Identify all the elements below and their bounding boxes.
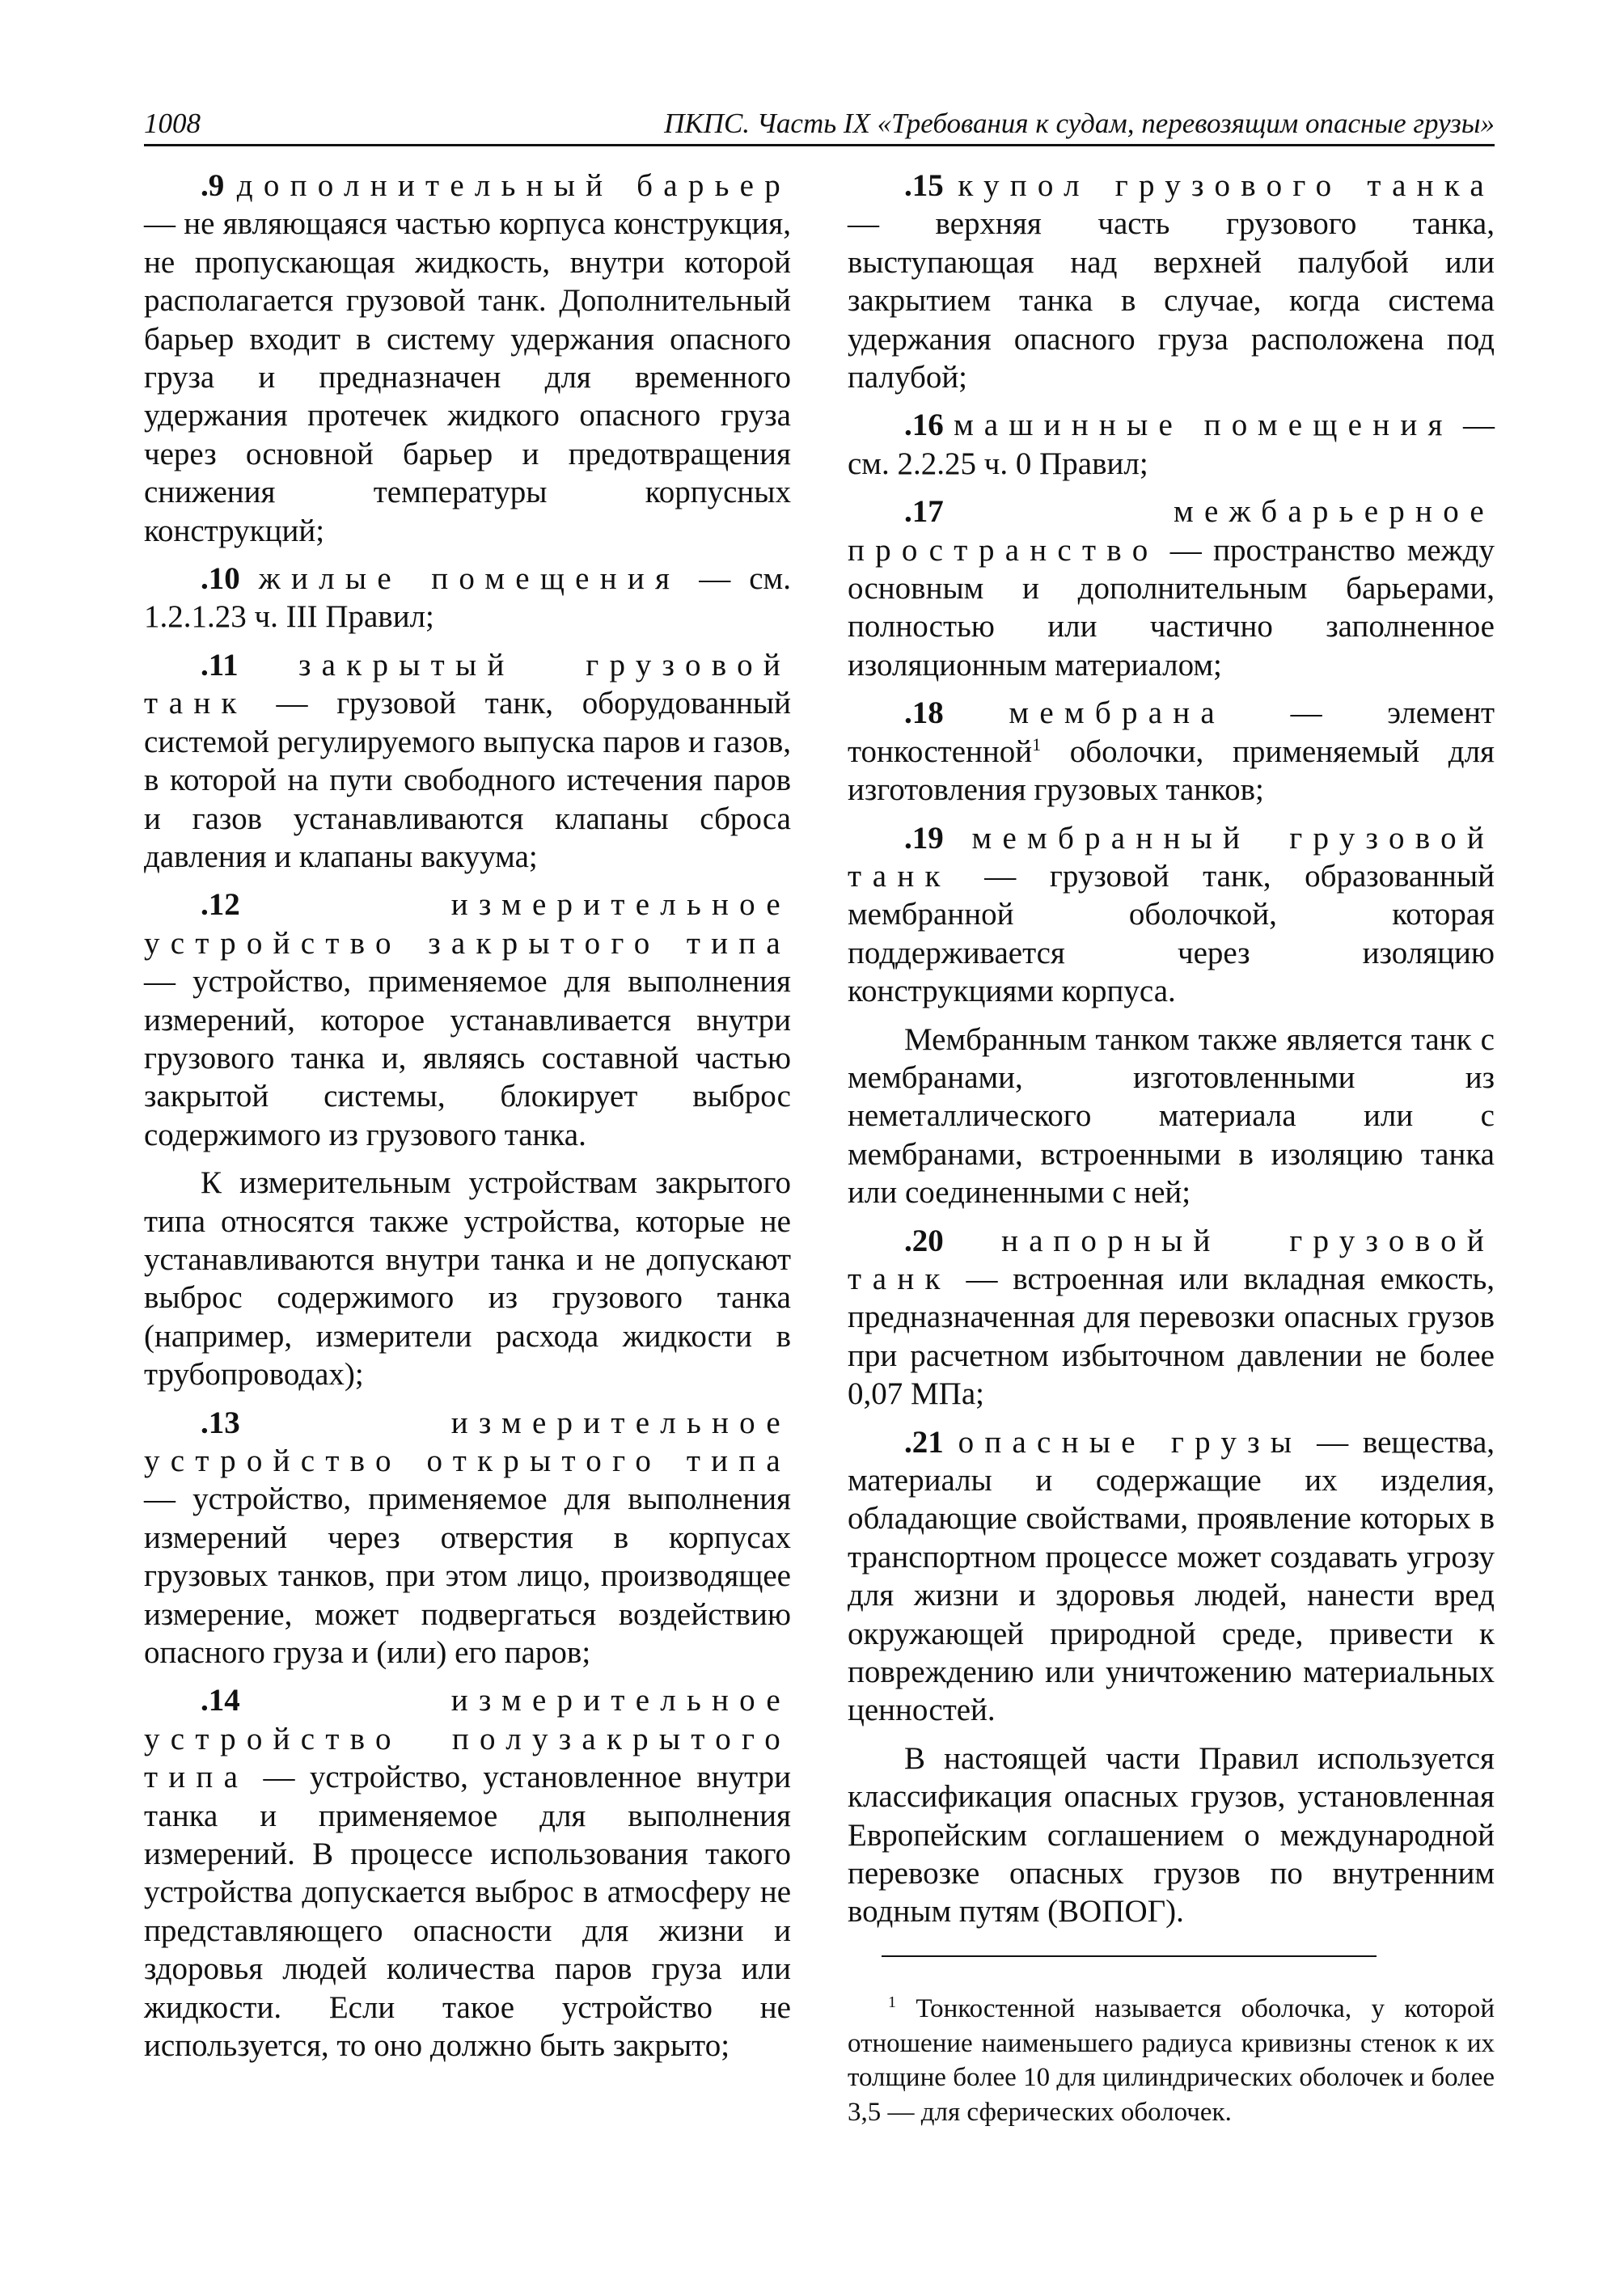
page-number: 1008 (144, 108, 201, 139)
running-title: ПКПС. Часть IX «Требования к судам, перевозящим опасные грузы» (664, 108, 1495, 139)
footnote-divider (882, 1955, 1377, 1957)
footnote-mark: 1 (888, 1993, 896, 2011)
definition-text: — грузовой танк, образованный мембранной оболочкой, которая поддерживается через изоляцию конструкциями корпуса. (848, 858, 1495, 1009)
definition-item (848, 492, 1495, 684)
definition-text: — грузовой танк, оборудованный системой регулируемого выпуска паров и газов, в которой на пути свободного истечения паров и газов устанавливаются клапаны сброса давления и клапаны вакуума; (144, 686, 791, 874)
definition-item (848, 167, 1495, 396)
term: межбарьерное пространство (848, 494, 1495, 568)
definition-text: — устройство, применяемое для выполнения измерений, которое устанавливается внутри грузового танка и, являясь составной частью закрытой системы, блокирует выброс содержимого из грузового танка. (144, 964, 791, 1152)
term: измерительное устройство закрытого типа (144, 887, 791, 961)
definition-text: — встроенная или вкладная емкость, предназначенная для перевозки опасных грузов при расчетном избыточном давлении не более 0,07 МПа; (848, 1261, 1495, 1412)
definition-text: — верхняя часть грузового танка, выступающая над верхней палубой или закрытием танка в случае, когда система удержания опасного груза расположена под палубой; (848, 206, 1495, 395)
body-paragraph: К измерительным устройствам закрытого типа относятся также устройства, которые не устанавливаются внутри танка и не допускают выброс содержимого из грузового танка (например, измерители расхода жидкости в трубопроводах); (144, 1165, 791, 1393)
item-number: .20 (904, 1223, 944, 1258)
definition-item (848, 819, 1495, 1011)
definition-text: — элемент тонкостенной (848, 695, 1495, 769)
term: напорный грузовой танк (848, 1223, 1495, 1296)
item-number: .9 (201, 168, 225, 203)
term: машинные помещения (954, 408, 1453, 443)
definition-text: — устройство, установленное внутри танка и применяемое для выполнения измерений. В процессе использования такого устройства допускается выброс в атмосферу не представляющего опасности для жизни и здоровья людей количества паров груза или жидкости. Если такое устройство не используется, то оно должно быть закрыто; (144, 1760, 791, 2064)
definition-item (144, 167, 791, 550)
definition-item (848, 1423, 1495, 1730)
definition-item (144, 646, 791, 876)
item-number: .16 (904, 408, 944, 443)
body-paragraph: Мембранным танком также является танк с мембранами, изготовленными из неметаллического материала или с мембранами, встроенными в изоляцию танка или соединенными с ней; (848, 1021, 1495, 1211)
item-number: .10 (201, 561, 240, 597)
item-number: .11 (201, 647, 239, 683)
item-number: .14 (201, 1683, 240, 1718)
definition-item (848, 694, 1495, 809)
definition-text: — см. 2.2.25 ч. 0 Правил; (848, 408, 1495, 481)
footnote (848, 1992, 1495, 2129)
definition-text: оболочки, применяемый для изготовления грузовых танков; (848, 733, 1495, 808)
term: измерительное устройство полузакрытого типа (144, 1683, 791, 1795)
definition-item (144, 1681, 791, 2065)
definition-text: — не являющаяся частью корпуса конструкция, не пропускающая жидкость, внутри которой располагается грузовой танк. Дополнительный барьер входит в систему удержания опасного груза и предназначен для временного удержания протечек жидкого опасного груза через основной барьер и предотвращения снижения температуры корпусных конструкций; (144, 206, 791, 548)
definition-text: — вещества, материалы и содержащие их изделия, обладающие свойствами, проявление которых в транспортном процессе может создавать угрозу для жизни и здоровья людей, нанести вред окружающей природной среде, привести к повреждению или уничтожению материальных ценностей. (848, 1424, 1495, 1728)
definition-item (144, 1404, 791, 1672)
definition-text: — устройство, применяемое для выполнения измерений через отверстия в корпусах грузовых танков, при этом лицо, производящее измерение, может подвергаться воздействию опасного груза и (или) его паров; (144, 1482, 791, 1671)
term: опасные грузы (958, 1424, 1303, 1460)
item-number: .17 (904, 494, 944, 530)
term: жилые помещения (258, 561, 681, 597)
definition-item (848, 1222, 1495, 1414)
term: купол грузового танка (958, 168, 1495, 203)
item-number: .18 (904, 695, 944, 731)
right-column (848, 167, 1495, 1941)
item-number: .13 (201, 1405, 240, 1440)
item-number: .12 (201, 887, 240, 923)
term: мембрана (1009, 695, 1225, 731)
definition-text: — пространство между основным и дополнительным барьерами, полностью или частично заполненное изоляционным материалом; (848, 532, 1495, 683)
left-column (144, 167, 791, 2075)
definition-item (144, 886, 791, 1154)
page-header (144, 102, 1495, 146)
term: измерительное устройство открытого типа (144, 1405, 791, 1478)
footnote-reference[interactable]: 1 (1032, 733, 1042, 755)
item-number: .15 (904, 168, 944, 203)
definition-item (144, 560, 791, 636)
term: закрытый грузовой танк (144, 647, 791, 721)
body-paragraph: В настоящей части Правил используется классификация опасных грузов, установленная Европейским соглашением о международной перевозке опасных грузов по внутренним водным путям (ВОПОГ). (848, 1740, 1495, 1930)
definition-item (848, 406, 1495, 483)
footnote-text: Тонкостенной называется оболочка, у которой отношение наименьшего радиуса кривизны стенок к их толщине более 10 для цилиндрических оболочек и более 3,5 — для сферических оболочек. (848, 1994, 1495, 2127)
definition-text: — см. 1.2.1.23 ч. III Правил; (144, 561, 791, 635)
term: дополнительный барьер (236, 168, 791, 203)
item-number: .19 (904, 820, 944, 856)
item-number: .21 (904, 1424, 944, 1460)
term: мембранный грузовой танк (848, 820, 1495, 894)
